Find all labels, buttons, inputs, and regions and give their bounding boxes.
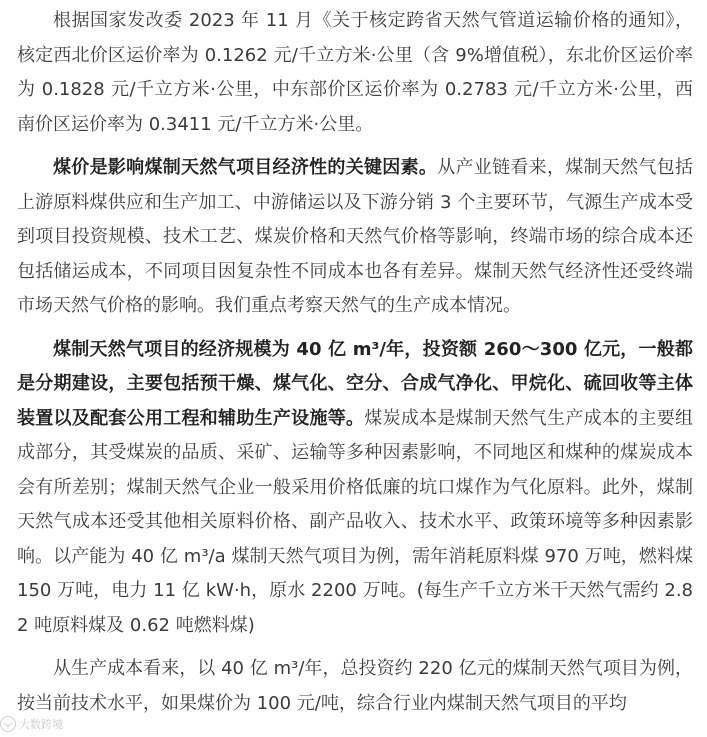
leaf-logo-icon: [0, 716, 16, 732]
paragraph-1-text: 根据国家发改委 2023 年 11 月《关于核定跨省天然气管道运输价格的通知》，核定西北价区运价率为 0.1262 元/千立方米·公里（含 9%增值税），东北价区运价率为 0.1828 元/千立方米·公里，中东部价区运价率为 0.2783 元/千立方米·公里，西南价区运价率为 0.3411 元/千立方米·公里。: [17, 10, 693, 135]
paragraph-3-lead: 煤制天然气项目的经济规模为 40 亿 m³/年，投资额 260～300 亿元，一般都是分期建设，主要包括预干燥、煤气化、空分、合成气净化、甲烷化、硫回收等主体装置以及配套公用工程和辅助生产设施等。: [17, 338, 693, 429]
watermark-text: 大数跨境: [19, 718, 63, 731]
paragraph-3-text: 煤炭成本是煤制天然气生产成本的主要组成部分，其受煤炭的品质、采矿、运输等多种因素影响，不同地区和煤种的煤炭成本会有所差别；煤制天然气企业一般采用价格低廉的坑口煤作为气化原料。此外，煤制天然气成本还受其他相关原料价格、副产品收入、技术水平、政策环境等多种因素影响。以产能为 40 亿 m³/a 煤制天然气项目为例，需年消耗原料煤 970 万吨，燃料煤 150 万吨，电力 11 亿 kW·h，原水 2200 万吨。(每生产千立方米干天然气需约 2.82 吨原料煤及 0.62 吨燃料煤): [17, 407, 694, 636]
watermark: [0, 711, 63, 737]
paragraph-4: [17, 652, 693, 721]
paragraph-1: [17, 4, 693, 142]
paragraph-3: [17, 333, 693, 644]
paragraph-2: [17, 151, 693, 324]
paragraph-2-lead: 煤价是影响煤制天然气项目经济性的关键因素。: [53, 157, 438, 178]
paragraph-2-text: 从产业链看来，煤制天然气包括上游原料煤供应和生产加工、中游储运以及下游分销 3 个主要环节，气源生产成本受到项目投资规模、技术工艺、煤炭价格和天然气价格等影响，终端市场的综合成本还包括储运成本，不同项目因复杂性不同成本也各有差异。煤制天然气经济性还受终端市场天然气价格的影响。我们重点考察天然气的生产成本情况。: [17, 157, 694, 316]
article-body: [17, 4, 693, 721]
paragraph-4-text: 从生产成本看来，以 40 亿 m³/年，总投资约 220 亿元的煤制天然气项目为例，按当前技术水平，如果煤价为 100 元/吨，综合行业内煤制天然气项目的平均: [17, 658, 693, 714]
